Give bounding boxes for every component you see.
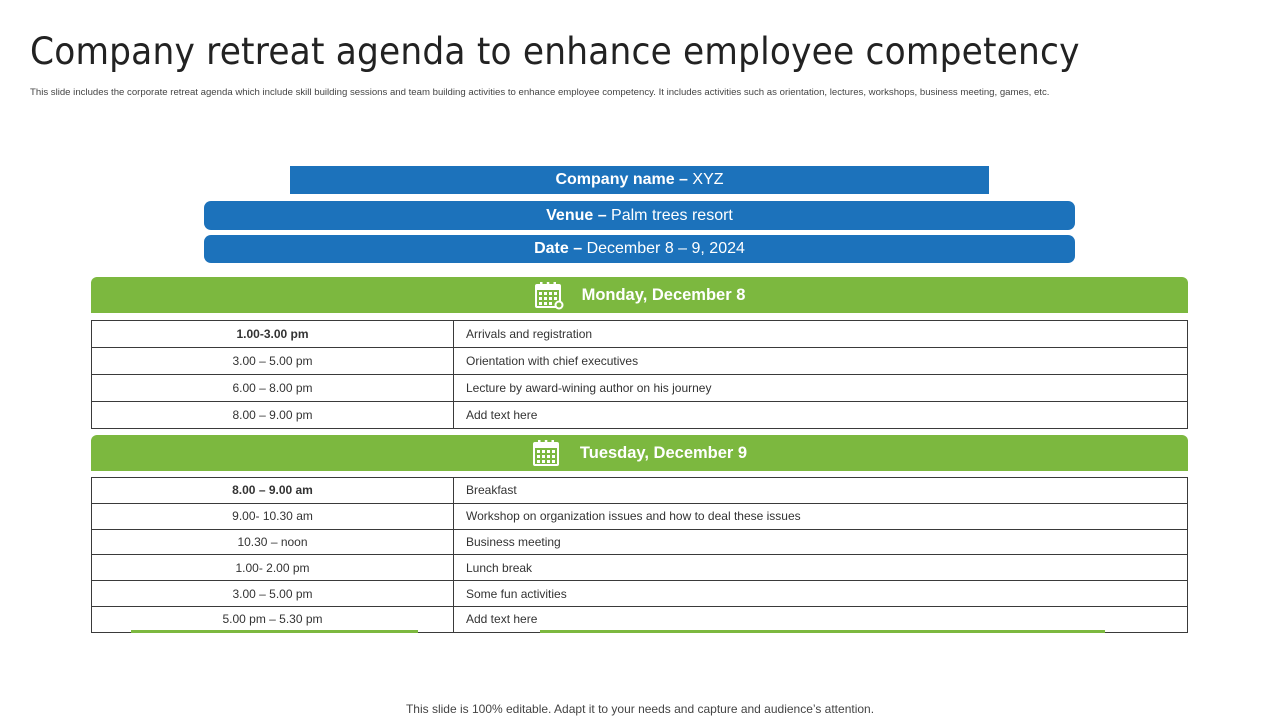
table-row — [92, 606, 1188, 632]
time-cell: 1.00-3.00 pm — [92, 321, 454, 348]
accent-line-right — [540, 630, 1105, 633]
venue-label: Venue – — [546, 207, 607, 224]
date-label: Date – — [534, 240, 583, 257]
activity-cell: Lecture by award-wining author on his journey — [454, 375, 1188, 402]
activity-cell: Some fun activities — [454, 581, 1188, 607]
day-heading: Tuesday, December 9 — [579, 443, 748, 462]
table-row — [92, 529, 1188, 555]
time-cell: 5.00 pm – 5.30 pm — [92, 606, 454, 632]
activity-cell: Lunch break — [454, 555, 1188, 581]
time-cell: 6.00 – 8.00 pm — [92, 375, 454, 402]
calendar-icon — [534, 280, 564, 310]
table-row — [92, 555, 1188, 581]
page-subtitle: This slide includes the corporate retreat agenda which include skill building sessions and team building activities to enhance employee competency. It includes activities such as orientation, lectures, workshops, business meeting, games, etc. — [30, 87, 1050, 98]
time-cell: 10.30 – noon — [92, 529, 454, 555]
venue-value: Palm trees resort — [606, 207, 733, 224]
activity-cell: Orientation with chief executives — [454, 348, 1188, 375]
date-bar — [204, 235, 1075, 263]
table-row — [92, 503, 1188, 529]
agenda-table-tuesday — [91, 477, 1188, 633]
activity-cell: Add text here — [454, 402, 1188, 429]
activity-cell: Add text here — [454, 606, 1188, 632]
page-title: Company retreat agenda to enhance employee competency — [30, 30, 1080, 73]
company-label: Company name – — [555, 171, 688, 188]
table-row — [92, 581, 1188, 607]
calendar-icon — [532, 438, 562, 468]
agenda-table-monday — [91, 320, 1188, 429]
day-header-tuesday — [91, 435, 1188, 471]
time-cell: 3.00 – 5.00 pm — [92, 581, 454, 607]
time-cell: 3.00 – 5.00 pm — [92, 348, 454, 375]
activity-cell: Breakfast — [454, 478, 1188, 504]
time-cell: 8.00 – 9.00 am — [92, 478, 454, 504]
venue-bar — [204, 201, 1075, 230]
activity-cell: Arrivals and registration — [454, 321, 1188, 348]
table-row — [92, 478, 1188, 504]
activity-cell: Business meeting — [454, 529, 1188, 555]
table-row — [92, 402, 1188, 429]
date-value: December 8 – 9, 2024 — [582, 240, 745, 257]
table-row — [92, 375, 1188, 402]
table-row — [92, 348, 1188, 375]
day-header-monday — [91, 277, 1188, 313]
company-name-bar — [290, 166, 989, 194]
company-value: XYZ — [687, 171, 724, 188]
day-heading: Monday, December 8 — [581, 285, 746, 304]
footer-note: This slide is 100% editable. Adapt it to your needs and capture and audience’s attention. — [405, 702, 875, 716]
time-cell: 9.00- 10.30 am — [92, 503, 454, 529]
time-cell: 8.00 – 9.00 pm — [92, 402, 454, 429]
time-cell: 1.00- 2.00 pm — [92, 555, 454, 581]
activity-cell: Workshop on organization issues and how to deal these issues — [454, 503, 1188, 529]
accent-line-left — [131, 630, 418, 633]
table-row — [92, 321, 1188, 348]
